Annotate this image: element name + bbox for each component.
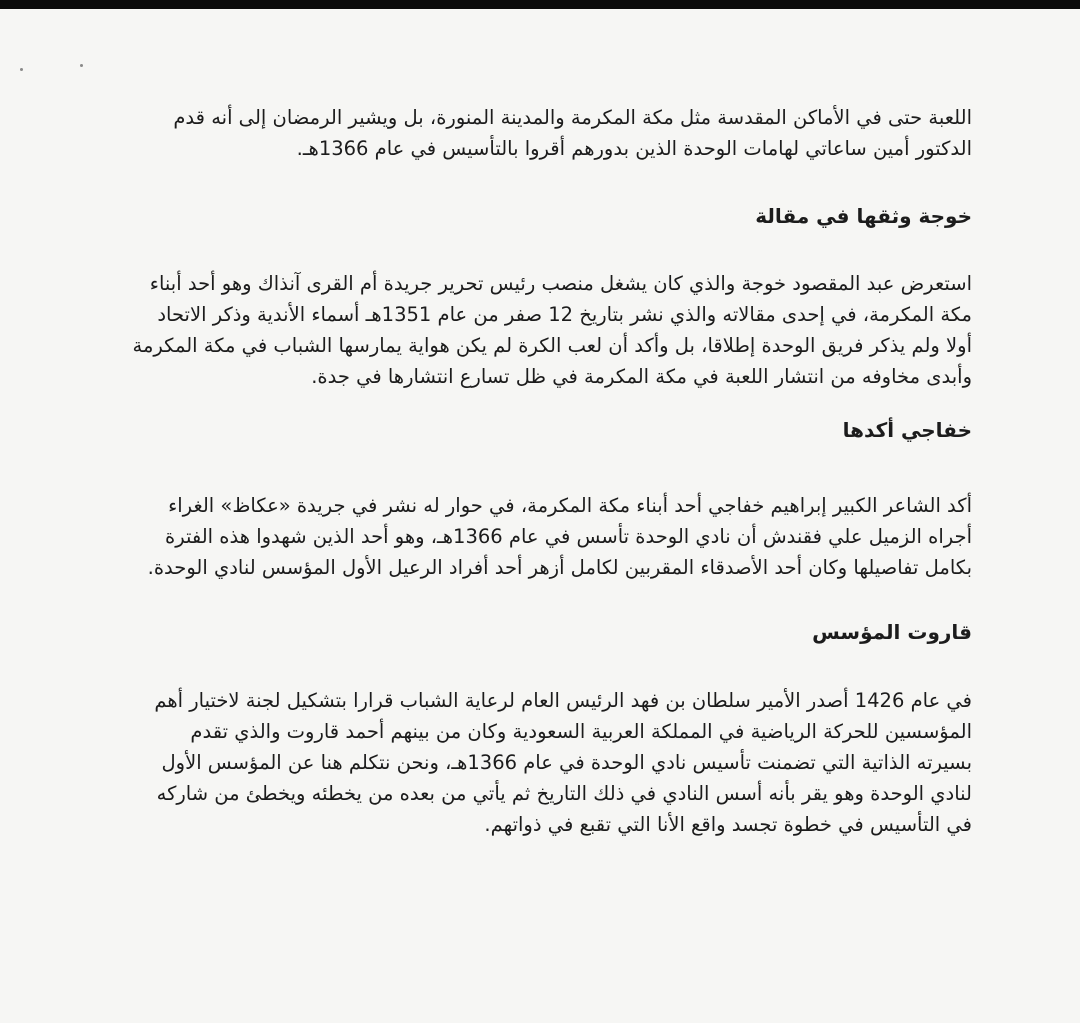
section-heading: قاروت المؤسس (812, 620, 972, 644)
section-heading: خفاجي أكدها (842, 418, 972, 442)
intro-paragraph: اللعبة حتى في الأماكن المقدسة مثل مكة المكرمة والمدينة المنورة، بل ويشير الرمضان إلى أنه قدم الدكتور أمين ساعاتي لهامات الوحدة الذين بدورهم أقروا بالتأسيس في عام 1366هـ. (173, 106, 972, 160)
top-edge-shadow (0, 0, 1080, 9)
section-paragraph: استعرض عبد المقصود خوجة والذي كان يشغل منصب رئيس تحرير جريدة أم القرى آنذاك وهو أحد أبناء مكة المكرمة، في إحدى مقالاته والذي نشر بتاريخ 12 صفر من عام 1351هـ أسماء الأندية وذكر الاتحاد أولا ولم يذكر فريق الوحدة إطلاقا، بل وأكد أن لعب الكرة لم يكن هواية يمارسها الشباب في مكة المكرمة وأبدى مخاوفه من انتشار اللعبة في مكة المكرمة في ظل تسارع انتشارها في جدة. (132, 272, 972, 388)
section-paragraph: في عام 1426 أصدر الأمير سلطان بن فهد الرئيس العام لرعاية الشباب قرارا بتشكيل لجنة لاختيار أهم المؤسسين للحركة الرياضية في المملكة العربية السعودية وكان من بينهم أحمد قاروت والذي تقدم بسيرته الذاتية التي تضمنت تأسيس نادي الوحدة في عام 1366هـ، ونحن نتكلم هنا عن المؤسس الأول لنادي الوحدة وهو يقر بأنه أسس النادي في ذلك التاريخ ثم يأتي من بعده من يخطئه ويخطئ من شاركه في التأسيس في خطوة تجسد واقع الأنا التي تقبع في ذواتهم. (154, 689, 972, 836)
section-heading: خوجة وثقها في مقالة (755, 204, 972, 228)
document-page (130, 92, 972, 840)
speck-mark (80, 64, 83, 67)
section-paragraph: أكد الشاعر الكبير إبراهيم خفاجي أحد أبناء مكة المكرمة، في حوار له نشر في جريدة «عكاظ» الغراء أجراه الزميل علي فقندش أن نادي الوحدة تأسس في عام 1366هـ، وهو أحد الذين شهدوا هذه الفترة بكامل تفاصيلها وكان أحد الأصدقاء المقربين لكامل أزهر أحد أفراد الرعيل الأول المؤسس لنادي الوحدة. (147, 494, 972, 579)
speck-mark (20, 68, 23, 71)
